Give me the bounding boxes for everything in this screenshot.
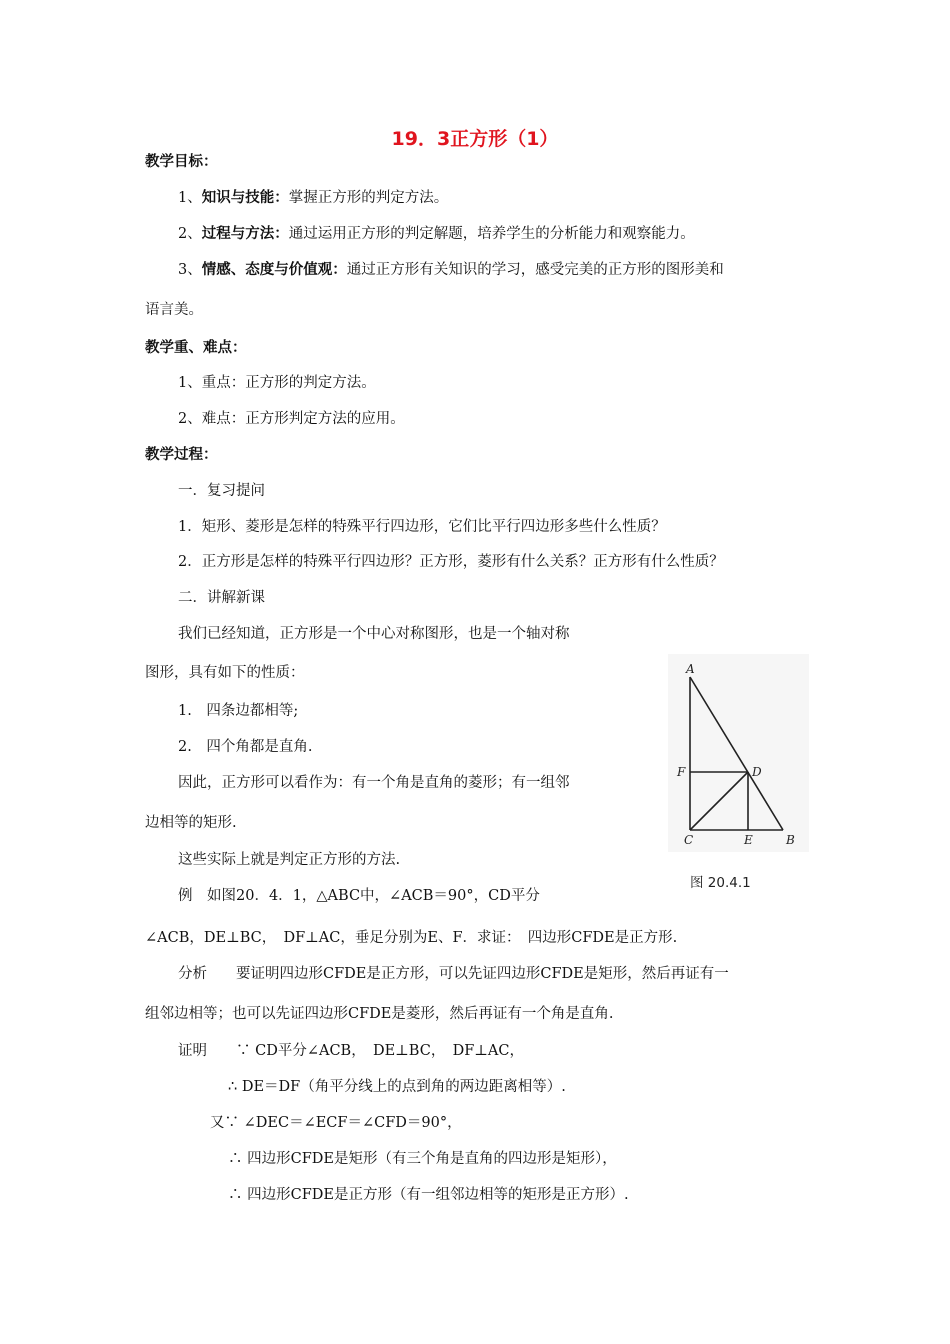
label-d: D [752, 765, 762, 779]
goal-item-1 [178, 188, 448, 208]
goal-label: 情感、态度与价值观： [201, 262, 347, 278]
review-question-1: 1．矩形、菱形是怎样的特殊平行四边形，它们比平行四边形多些什么性质？ [178, 519, 666, 535]
goal-text: 通过运用正方形的判定解题，培养学生的分析能力和观察能力。 [288, 226, 695, 242]
intro-line-2: 图形，具有如下的性质： [145, 665, 305, 681]
proof-line-3: 又∵ ∠DEC＝∠ECF＝∠CFD＝90°， [210, 1115, 462, 1131]
example-line-1: 例 如图20．4．1，△ABC中，∠ACB＝90°，CD平分 [178, 888, 540, 904]
figure-caption: 图 20.4.1 [690, 875, 751, 891]
proof-line-2: ∴ DE＝DF（角平分线上的点到角的两边距离相等）. [228, 1079, 566, 1095]
label-b: B [786, 833, 795, 847]
label-f: F [677, 765, 686, 779]
goal-label: 过程与方法： [201, 226, 289, 242]
triangle-diagram [668, 654, 809, 852]
goal-label: 知识与技能： [201, 190, 289, 206]
analysis-line-2: 组邻边相等；也可以先证四边形CFDE是菱形，然后再证有一个角是直角. [145, 1006, 614, 1022]
therefore-line-2: 边相等的矩形. [145, 815, 237, 831]
review-question-2: 2．正方形是怎样的特殊平行四边形？正方形，菱形有什么关系？正方形有什么性质？ [178, 554, 724, 570]
goal-number: 3、 [178, 262, 202, 278]
page-title: 19．3正方形（1） [391, 128, 559, 150]
goal-item-2 [178, 224, 695, 244]
label-e: E [744, 833, 753, 847]
segment-cd [690, 772, 748, 830]
therefore-line-1: 因此，正方形可以看作为：有一个角是直角的菱形；有一组邻 [178, 775, 570, 791]
goals-heading: 教学目标： [145, 154, 218, 170]
method-line: 这些实际上就是判定正方形的方法. [178, 852, 401, 868]
proof-line-1: 证明 ∵ CD平分∠ACB， DE⊥BC， DF⊥AC， [178, 1043, 524, 1059]
goal-text: 通过正方形有关知识的学习，感受完美的正方形的图形美和 [346, 262, 724, 278]
example-line-2: ∠ACB，DE⊥BC， DF⊥AC，垂足分别为E、F．求证： 四边形CFDE是正方形. [145, 930, 678, 946]
proof-line-4: ∴ 四边形CFDE是矩形（有三个角是直角的四边形是矩形）， [228, 1151, 617, 1167]
keypoints-heading: 教学重、难点： [145, 340, 247, 356]
label-c: C [684, 833, 694, 847]
intro-line-1: 我们已经知道，正方形是一个中心对称图形，也是一个轴对称 [178, 626, 570, 642]
review-title: 一．复习提问 [178, 483, 265, 499]
new-lesson-title: 二．讲解新课 [178, 590, 265, 606]
property-1: 1. 四条边都相等; [178, 703, 299, 719]
geometry-figure [668, 654, 809, 852]
label-a: A [686, 662, 695, 676]
goal-item-3 [178, 260, 724, 280]
analysis-line-1: 分析 要证明四边形CFDE是正方形，可以先证四边形CFDE是矩形，然后再证有一 [178, 966, 729, 982]
property-2: 2. 四个角都是直角. [178, 739, 313, 755]
process-heading: 教学过程： [145, 447, 218, 463]
goal-text: 掌握正方形的判定方法。 [288, 190, 449, 206]
keypoint-item-2: 2、难点：正方形判定方法的应用。 [178, 411, 405, 427]
segment-ab [690, 677, 783, 830]
goal-number: 1、 [178, 190, 202, 206]
keypoint-item-1: 1、重点：正方形的判定方法。 [178, 375, 376, 391]
goal-continuation: 语言美。 [145, 302, 203, 318]
goal-number: 2、 [178, 226, 202, 242]
proof-line-5: ∴ 四边形CFDE是正方形（有一组邻边相等的矩形是正方形）. [228, 1187, 629, 1203]
